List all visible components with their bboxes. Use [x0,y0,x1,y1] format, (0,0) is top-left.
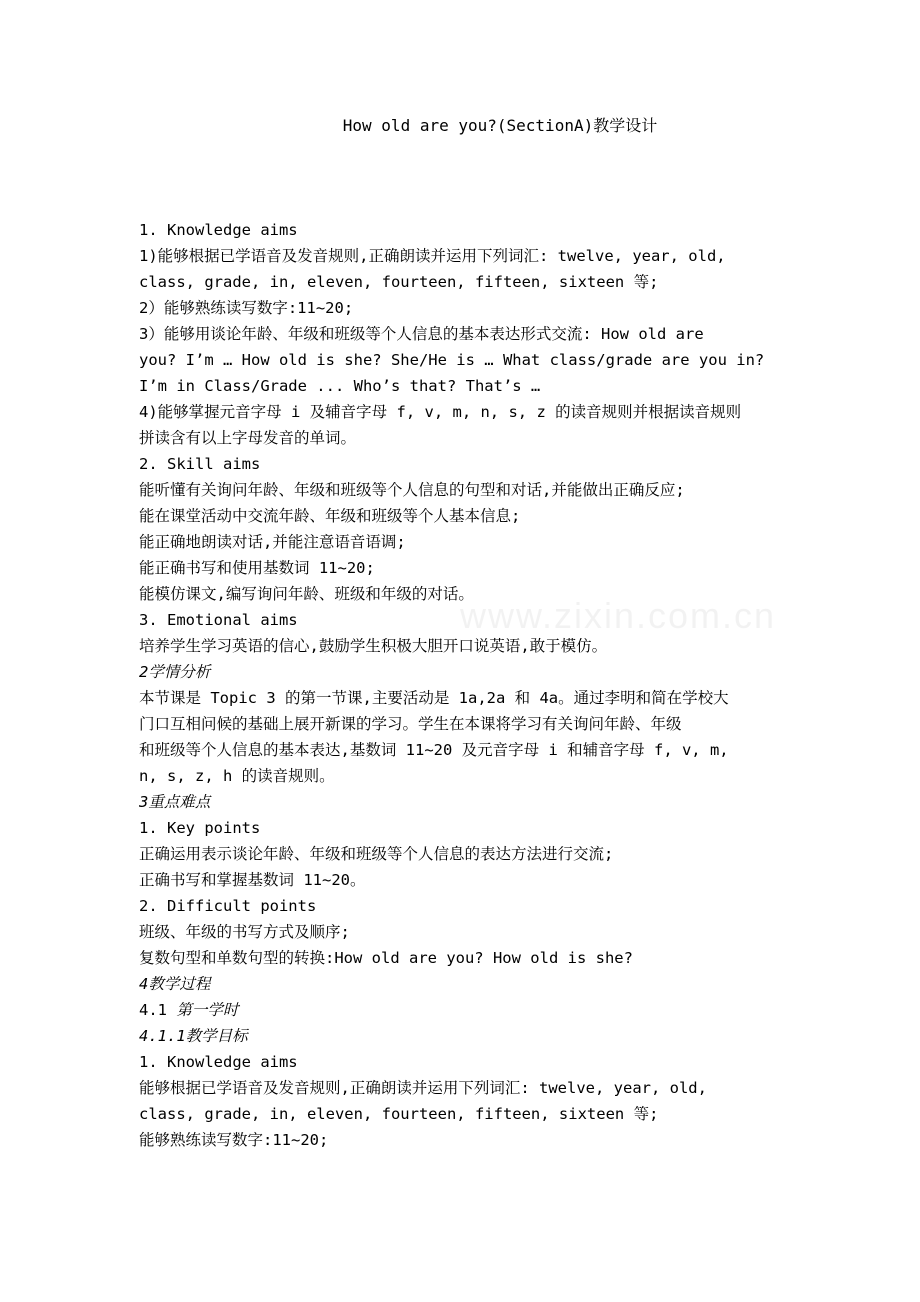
text-line: 能在课堂活动中交流年龄、年级和班级等个人基本信息; [139,507,521,525]
text-line: 和班级等个人信息的基本表达,基数词 11~20 及元音字母 i 和辅音字母 f, v, m, [139,741,729,759]
text-line: 能听懂有关询问年龄、年级和班级等个人信息的句型和对话,并能做出正确反应; [139,481,685,499]
text-line: 培养学生学习英语的信心,鼓励学生积极大胆开口说英语,敢于模仿。 [139,637,608,655]
document-body [139,217,809,1153]
document-title: How old are you?(SectionA)教学设计 [342,116,658,135]
text-line: 4.1.1教学目标 [139,1027,248,1045]
text-line: 能够熟练读写数字:11~20; [139,1131,329,1149]
text-line: class, grade, in, eleven, fourteen, fifteen, sixteen 等; [139,1105,659,1123]
text-line: 复数句型和单数句型的转换:How old are you? How old is she? [139,949,633,967]
text-line: 能正确地朗读对话,并能注意语音语调; [139,533,406,551]
text-line: 2学情分析 [139,663,211,681]
text-line: 1. Knowledge aims [139,1053,298,1071]
text-line: 3重点难点 [139,793,211,811]
text-line: 本节课是 Topic 3 的第一节课,主要活动是 1a,2a 和 4a。通过李明和简在学校大 [139,689,729,707]
text-line: 4)能够掌握元音字母 i 及辅音字母 f, v, m, n, s, z 的读音规则并根据读音规则 [139,403,742,421]
text-line: 1)能够根据已学语音及发音规则,正确朗读并运用下列词汇: twelve, year, old, [139,247,726,265]
text-line: 2）能够熟练读写数字:11~20; [139,299,354,317]
text-line: 1. Key points [139,819,261,837]
text-line: class, grade, in, eleven, fourteen, fifteen, sixteen 等; [139,273,659,291]
text-line: 能模仿课文,编写询问年龄、班级和年级的对话。 [139,585,474,603]
text-line: 正确运用表示谈论年龄、年级和班级等个人信息的表达方法进行交流; [139,845,614,863]
text-line: 能正确书写和使用基数词 11~20; [139,559,375,577]
text-line: 4.1 第一学时 [139,1001,239,1019]
text-line: 4教学过程 [139,975,211,993]
text-line: 3）能够用谈论年龄、年级和班级等个人信息的基本表达形式交流: How old are [139,325,704,343]
text-line: 拼读含有以上字母发音的单词。 [139,429,357,447]
text-line: n, s, z, h 的读音规则。 [139,767,335,785]
text-line: you? I’m … How old is she? She/He is … What class/grade are you in? [139,351,765,369]
text-line: 1. Knowledge aims [139,221,298,239]
text-line: 班级、年级的书写方式及顺序; [139,923,350,941]
text-line: 门口互相问候的基础上展开新课的学习。学生在本课将学习有关询问年龄、年级 [139,715,682,733]
text-line: 2. Skill aims [139,455,261,473]
text-line: 正确书写和掌握基数词 11~20。 [139,871,366,889]
text-line: 能够根据已学语音及发音规则,正确朗读并运用下列词汇: twelve, year, old, [139,1079,707,1097]
text-line: 2. Difficult points [139,897,317,915]
text-line: I’m in Class/Grade ... Who’s that? That’s … [139,377,541,395]
watermark: www.zixin.com.cn [460,595,777,636]
text-line: 3. Emotional aims [139,611,298,629]
